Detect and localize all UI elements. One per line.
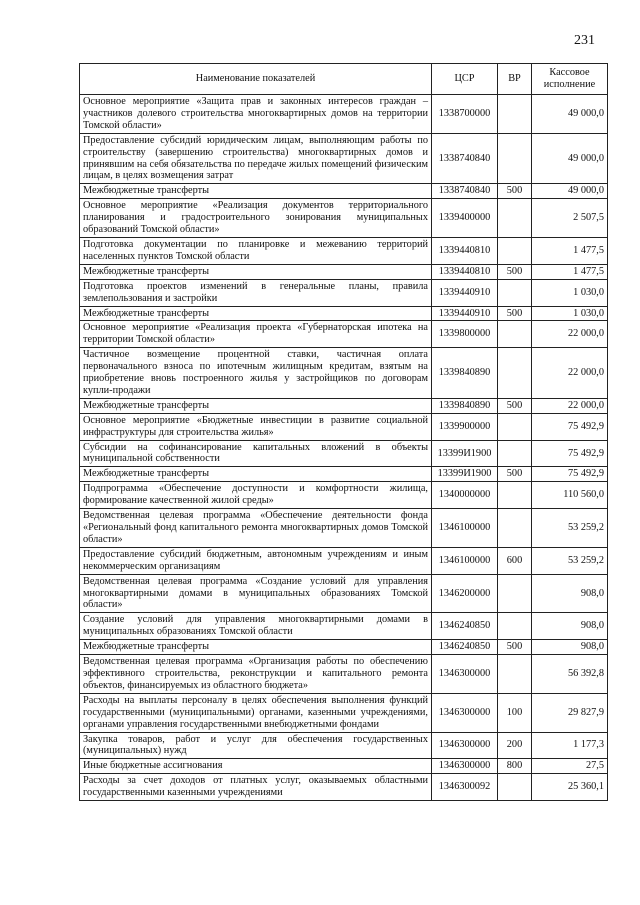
row-csr-cell: 1339800000 bbox=[432, 321, 498, 348]
row-amount-cell: 53 259,2 bbox=[532, 547, 608, 574]
row-name-cell: Основное мероприятие «Защита прав и законных интересов граждан – участников долевого строительства многоквартирных домов на территории Томской области» bbox=[80, 95, 432, 134]
table-row bbox=[80, 613, 608, 640]
row-name-cell: Подготовка документации по планировке и межеванию территорий населенных пунктов Томской области bbox=[80, 237, 432, 264]
row-vr-cell: 500 bbox=[498, 264, 532, 279]
row-name-cell: Межбюджетные трансферты bbox=[80, 264, 432, 279]
row-amount-cell: 1 177,3 bbox=[532, 732, 608, 759]
row-vr-cell: 600 bbox=[498, 547, 532, 574]
row-csr-cell: 1338700000 bbox=[432, 95, 498, 134]
table-row bbox=[80, 693, 608, 732]
page-number: 231 bbox=[574, 33, 595, 48]
row-csr-cell: 13399И1900 bbox=[432, 440, 498, 467]
table-row bbox=[80, 774, 608, 801]
table-row bbox=[80, 509, 608, 548]
row-amount-cell: 75 492,9 bbox=[532, 467, 608, 482]
row-name-cell: Основное мероприятие «Реализация документов территориального планирования и градостроительного зонирования муниципальных образований Томской области» bbox=[80, 199, 432, 238]
row-csr-cell: 1346300000 bbox=[432, 655, 498, 694]
row-vr-cell: 500 bbox=[498, 467, 532, 482]
row-amount-cell: 1 477,5 bbox=[532, 237, 608, 264]
table-row bbox=[80, 184, 608, 199]
table-row bbox=[80, 237, 608, 264]
row-vr-cell: 500 bbox=[498, 398, 532, 413]
row-name-cell: Закупка товаров, работ и услуг для обеспечения государственных (муниципальных) нужд bbox=[80, 732, 432, 759]
table-row bbox=[80, 348, 608, 399]
row-amount-cell: 49 000,0 bbox=[532, 95, 608, 134]
row-amount-cell: 1 477,5 bbox=[532, 264, 608, 279]
table-body bbox=[80, 95, 608, 801]
row-name-cell: Предоставление субсидий юридическим лицам, выполняющим работы по строительству (завершению строительства) многоквартирных домов и принявшим на себя обязательства по передаче жилых помещений физическим лицам, в целях возмещения затрат bbox=[80, 133, 432, 184]
table-row bbox=[80, 264, 608, 279]
row-csr-cell: 1346300092 bbox=[432, 774, 498, 801]
table-row bbox=[80, 306, 608, 321]
row-name-cell: Расходы на выплаты персоналу в целях обеспечения выполнения функций государственными (муниципальными) органами, казенными учреждениями, органами управления государственными внебюджетными фондами bbox=[80, 693, 432, 732]
row-amount-cell: 53 259,2 bbox=[532, 509, 608, 548]
row-vr-cell bbox=[498, 279, 532, 306]
row-amount-cell: 22 000,0 bbox=[532, 348, 608, 399]
row-vr-cell: 200 bbox=[498, 732, 532, 759]
table-row bbox=[80, 547, 608, 574]
row-amount-cell: 49 000,0 bbox=[532, 133, 608, 184]
header-vr: ВР bbox=[498, 64, 532, 95]
table-row bbox=[80, 574, 608, 613]
row-vr-cell bbox=[498, 655, 532, 694]
row-vr-cell bbox=[498, 613, 532, 640]
row-amount-cell: 110 560,0 bbox=[532, 482, 608, 509]
row-vr-cell: 500 bbox=[498, 184, 532, 199]
row-name-cell: Межбюджетные трансферты bbox=[80, 398, 432, 413]
table-row bbox=[80, 759, 608, 774]
row-amount-cell: 49 000,0 bbox=[532, 184, 608, 199]
row-csr-cell: 13399И1900 bbox=[432, 467, 498, 482]
table-row bbox=[80, 640, 608, 655]
row-name-cell: Межбюджетные трансферты bbox=[80, 467, 432, 482]
table-row bbox=[80, 482, 608, 509]
row-vr-cell bbox=[498, 413, 532, 440]
row-name-cell: Основное мероприятие «Бюджетные инвестиции в развитие социальной инфраструктуры для строительства жилья» bbox=[80, 413, 432, 440]
row-vr-cell bbox=[498, 199, 532, 238]
row-name-cell: Ведомственная целевая программа «Обеспечение деятельности фонда «Региональный фонд капитального ремонта многоквартирных домов Томской области» bbox=[80, 509, 432, 548]
row-vr-cell bbox=[498, 482, 532, 509]
row-vr-cell: 500 bbox=[498, 640, 532, 655]
row-amount-cell: 25 360,1 bbox=[532, 774, 608, 801]
table-row bbox=[80, 199, 608, 238]
row-name-cell: Подпрограмма «Обеспечение доступности и комфортности жилища, формирование качественной жилой среды» bbox=[80, 482, 432, 509]
row-vr-cell bbox=[498, 574, 532, 613]
row-amount-cell: 75 492,9 bbox=[532, 413, 608, 440]
row-amount-cell: 22 000,0 bbox=[532, 398, 608, 413]
row-amount-cell: 908,0 bbox=[532, 613, 608, 640]
row-vr-cell bbox=[498, 348, 532, 399]
row-csr-cell: 1346240850 bbox=[432, 613, 498, 640]
row-csr-cell: 1346240850 bbox=[432, 640, 498, 655]
row-vr-cell bbox=[498, 321, 532, 348]
table-row bbox=[80, 467, 608, 482]
row-amount-cell: 908,0 bbox=[532, 640, 608, 655]
row-vr-cell bbox=[498, 509, 532, 548]
row-csr-cell: 1346300000 bbox=[432, 732, 498, 759]
table-row bbox=[80, 413, 608, 440]
row-csr-cell: 1346100000 bbox=[432, 509, 498, 548]
budget-table bbox=[79, 63, 608, 801]
row-name-cell: Предоставление субсидий бюджетным, автономным учреждениям и иным некоммерческим организациям bbox=[80, 547, 432, 574]
row-csr-cell: 1339440810 bbox=[432, 237, 498, 264]
row-csr-cell: 1339440910 bbox=[432, 306, 498, 321]
row-csr-cell: 1346300000 bbox=[432, 693, 498, 732]
row-amount-cell: 22 000,0 bbox=[532, 321, 608, 348]
row-vr-cell bbox=[498, 133, 532, 184]
header-name: Наименование показателей bbox=[80, 64, 432, 95]
row-csr-cell: 1346100000 bbox=[432, 547, 498, 574]
row-name-cell: Межбюджетные трансферты bbox=[80, 184, 432, 199]
table-row bbox=[80, 440, 608, 467]
table-row bbox=[80, 95, 608, 134]
row-amount-cell: 1 030,0 bbox=[532, 306, 608, 321]
row-name-cell: Субсидии на софинансирование капитальных вложений в объекты муниципальной собственности bbox=[80, 440, 432, 467]
table-row bbox=[80, 279, 608, 306]
row-amount-cell: 27,5 bbox=[532, 759, 608, 774]
row-name-cell: Межбюджетные трансферты bbox=[80, 640, 432, 655]
row-amount-cell: 56 392,8 bbox=[532, 655, 608, 694]
row-vr-cell bbox=[498, 774, 532, 801]
row-name-cell: Создание условий для управления многоквартирными домами в муниципальных образованиях Томской области bbox=[80, 613, 432, 640]
row-amount-cell: 908,0 bbox=[532, 574, 608, 613]
row-amount-cell: 1 030,0 bbox=[532, 279, 608, 306]
row-csr-cell: 1346300000 bbox=[432, 759, 498, 774]
table-row bbox=[80, 732, 608, 759]
row-csr-cell: 1339840890 bbox=[432, 348, 498, 399]
row-csr-cell: 1338740840 bbox=[432, 133, 498, 184]
table-row bbox=[80, 133, 608, 184]
table-row bbox=[80, 398, 608, 413]
row-name-cell: Подготовка проектов изменений в генеральные планы, правила землепользования и застройки bbox=[80, 279, 432, 306]
row-csr-cell: 1339840890 bbox=[432, 398, 498, 413]
row-csr-cell: 1339440910 bbox=[432, 279, 498, 306]
row-vr-cell bbox=[498, 440, 532, 467]
row-vr-cell: 500 bbox=[498, 306, 532, 321]
table-row bbox=[80, 655, 608, 694]
row-amount-cell: 75 492,9 bbox=[532, 440, 608, 467]
row-name-cell: Расходы за счет доходов от платных услуг, оказываемых областными государственными казенными учреждениями bbox=[80, 774, 432, 801]
row-name-cell: Иные бюджетные ассигнования bbox=[80, 759, 432, 774]
row-csr-cell: 1339900000 bbox=[432, 413, 498, 440]
row-vr-cell bbox=[498, 237, 532, 264]
row-csr-cell: 1339400000 bbox=[432, 199, 498, 238]
row-name-cell: Межбюджетные трансферты bbox=[80, 306, 432, 321]
row-name-cell: Частичное возмещение процентной ставки, частичная оплата первоначального взноса по ипотечным жилищным кредитам, взятым на приобретение вновь построенного жилья у застройщиков по договорам купли-продажи bbox=[80, 348, 432, 399]
row-name-cell: Ведомственная целевая программа «Создание условий для управления многоквартирными домами в муниципальных образованиях Томской области» bbox=[80, 574, 432, 613]
row-vr-cell: 100 bbox=[498, 693, 532, 732]
row-vr-cell bbox=[498, 95, 532, 134]
header-amount: Кассовое исполнение bbox=[532, 64, 608, 95]
row-amount-cell: 29 827,9 bbox=[532, 693, 608, 732]
row-vr-cell: 800 bbox=[498, 759, 532, 774]
table-header-row bbox=[80, 64, 608, 95]
row-name-cell: Основное мероприятие «Реализация проекта «Губернаторская ипотека на территории Томской области» bbox=[80, 321, 432, 348]
row-amount-cell: 2 507,5 bbox=[532, 199, 608, 238]
row-csr-cell: 1340000000 bbox=[432, 482, 498, 509]
row-csr-cell: 1338740840 bbox=[432, 184, 498, 199]
row-csr-cell: 1346200000 bbox=[432, 574, 498, 613]
row-csr-cell: 1339440810 bbox=[432, 264, 498, 279]
table-row bbox=[80, 321, 608, 348]
row-name-cell: Ведомственная целевая программа «Организация работы по обеспечению эффективного строительства, реконструкции и капитального ремонта объектов, финансируемых из областного бюджета» bbox=[80, 655, 432, 694]
header-csr: ЦСР bbox=[432, 64, 498, 95]
